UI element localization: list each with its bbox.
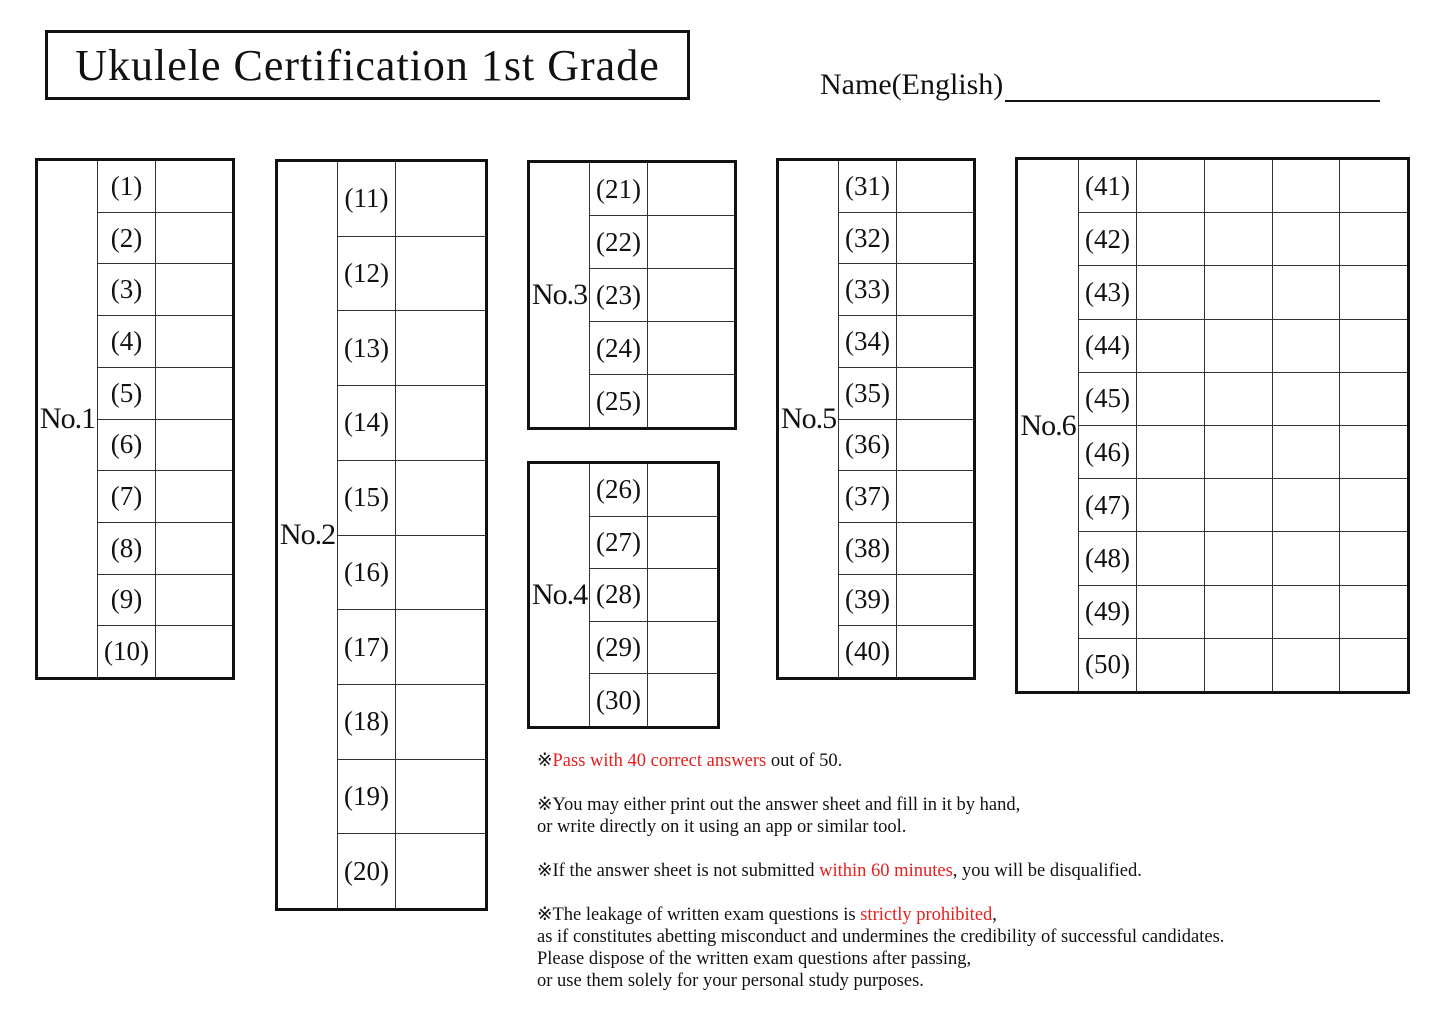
answer-cell[interactable]	[1205, 426, 1273, 478]
question-number: (2)	[98, 213, 156, 264]
note-leakage	[537, 904, 1417, 992]
question-row	[590, 269, 734, 322]
question-number: (7)	[98, 471, 156, 522]
question-row	[839, 523, 973, 575]
answer-cell[interactable]	[648, 269, 734, 321]
question-row	[1079, 213, 1407, 266]
section-label: No.1	[38, 161, 98, 677]
note-time	[537, 860, 1417, 882]
question-number: (15)	[338, 461, 396, 535]
question-row	[1079, 266, 1407, 319]
note-pass	[537, 750, 1417, 772]
note-pass-rest: out of 50.	[766, 751, 843, 771]
question-number: (38)	[839, 523, 897, 574]
answer-cell[interactable]	[396, 237, 485, 311]
answer-cell[interactable]	[156, 161, 232, 212]
answer-cell[interactable]	[1137, 213, 1205, 265]
question-rows	[338, 162, 485, 908]
question-row	[1079, 160, 1407, 213]
section-label: No.6	[1018, 160, 1079, 691]
note-leakage-line3: Please dispose of the written exam questions after passing,	[537, 949, 972, 969]
answer-cell[interactable]	[1205, 586, 1273, 638]
answer-cell[interactable]	[1273, 320, 1341, 372]
question-row	[839, 626, 973, 677]
question-number: (17)	[338, 610, 396, 684]
question-number: (49)	[1079, 586, 1137, 638]
answer-cell[interactable]	[156, 471, 232, 522]
section-no6	[1015, 157, 1410, 694]
question-number: (31)	[839, 161, 897, 212]
question-rows	[1079, 160, 1407, 691]
answer-cell[interactable]	[1273, 586, 1341, 638]
answer-cell[interactable]	[1340, 639, 1407, 691]
question-number: (48)	[1079, 532, 1137, 584]
question-rows	[590, 464, 717, 726]
answer-cell[interactable]	[1340, 266, 1407, 318]
answer-cell[interactable]	[396, 311, 485, 385]
name-blank-line[interactable]	[1005, 66, 1380, 102]
question-row	[338, 610, 485, 685]
question-row	[338, 461, 485, 536]
question-number: (12)	[338, 237, 396, 311]
question-row	[839, 161, 973, 213]
answer-cell[interactable]	[1273, 373, 1341, 425]
answer-cell[interactable]	[1340, 479, 1407, 531]
question-number: (40)	[839, 626, 897, 677]
answer-cell[interactable]	[1273, 160, 1341, 212]
answer-cell[interactable]	[648, 517, 717, 569]
answer-cell[interactable]	[648, 674, 717, 726]
question-row	[1079, 426, 1407, 479]
answer-cell[interactable]	[1137, 532, 1205, 584]
answer-cell[interactable]	[1137, 639, 1205, 691]
section-no4	[527, 461, 720, 729]
question-number: (47)	[1079, 479, 1137, 531]
section-label: No.4	[530, 464, 590, 726]
question-row	[338, 162, 485, 237]
question-row	[98, 213, 232, 265]
section-no1	[35, 158, 235, 680]
question-row	[839, 213, 973, 265]
note-print-line2: or write directly on it using an app or similar tool.	[537, 817, 907, 837]
note-time-before: ※If the answer sheet is not submitted	[537, 861, 820, 881]
answer-cell[interactable]	[156, 575, 232, 626]
question-number: (41)	[1079, 160, 1137, 212]
question-row	[590, 569, 717, 622]
answer-cell[interactable]	[897, 264, 973, 315]
answer-cell[interactable]	[156, 368, 232, 419]
question-row	[1079, 586, 1407, 639]
answer-cell[interactable]	[1137, 586, 1205, 638]
question-number: (44)	[1079, 320, 1137, 372]
question-number: (32)	[839, 213, 897, 264]
answer-cell[interactable]	[1340, 586, 1407, 638]
question-number: (29)	[590, 622, 648, 674]
answer-cell[interactable]	[1137, 160, 1205, 212]
question-row	[98, 575, 232, 627]
question-number: (18)	[338, 685, 396, 759]
instructions	[537, 750, 1417, 1014]
question-row	[98, 471, 232, 523]
question-row	[590, 163, 734, 216]
question-number: (28)	[590, 569, 648, 621]
question-row	[590, 322, 734, 375]
answer-cell[interactable]	[897, 161, 973, 212]
question-number: (22)	[590, 216, 648, 268]
question-row	[590, 517, 717, 570]
note-leakage-highlight: strictly prohibited	[860, 905, 993, 925]
question-row	[590, 216, 734, 269]
question-row	[338, 386, 485, 461]
answer-cell[interactable]	[1137, 266, 1205, 318]
section-label: No.3	[530, 163, 590, 427]
note-print-line1: ※You may either print out the answer sheet and fill in it by hand,	[537, 795, 1021, 815]
answer-cell[interactable]	[1273, 639, 1341, 691]
answer-cell[interactable]	[897, 368, 973, 419]
question-number: (11)	[338, 162, 396, 236]
note-pass-mark: ※	[537, 751, 553, 771]
answer-cell[interactable]	[1340, 426, 1407, 478]
question-row	[590, 622, 717, 675]
question-number: (10)	[98, 626, 156, 677]
question-row	[338, 685, 485, 760]
question-row	[1079, 373, 1407, 426]
question-number: (43)	[1079, 266, 1137, 318]
answer-cell[interactable]	[396, 685, 485, 759]
note-time-highlight: within 60 minutes	[819, 861, 953, 881]
question-row	[98, 420, 232, 472]
note-leakage-after: ,	[992, 905, 997, 925]
answer-cell[interactable]	[1340, 213, 1407, 265]
question-number: (5)	[98, 368, 156, 419]
section-label: No.5	[779, 161, 839, 677]
question-number: (3)	[98, 264, 156, 315]
question-row	[839, 575, 973, 627]
question-row	[590, 464, 717, 517]
question-number: (20)	[338, 834, 396, 908]
note-leakage-line4: or use them solely for your personal study purposes.	[537, 971, 924, 991]
question-number: (19)	[338, 760, 396, 834]
sheet-title: Ukulele Certification 1st Grade	[45, 30, 690, 100]
question-rows	[590, 163, 734, 427]
answer-cell[interactable]	[1205, 160, 1273, 212]
question-row	[98, 368, 232, 420]
answer-cell[interactable]	[1205, 213, 1273, 265]
answer-cell[interactable]	[396, 461, 485, 535]
question-number: (6)	[98, 420, 156, 471]
question-number: (46)	[1079, 426, 1137, 478]
question-number: (23)	[590, 269, 648, 321]
answer-cell[interactable]	[897, 316, 973, 367]
answer-cell[interactable]	[1340, 160, 1407, 212]
question-number: (8)	[98, 523, 156, 574]
answer-cell[interactable]	[897, 213, 973, 264]
question-row	[1079, 639, 1407, 691]
answer-cell[interactable]	[648, 569, 717, 621]
question-row	[1079, 479, 1407, 532]
question-row	[839, 368, 973, 420]
question-row	[338, 536, 485, 611]
answer-cell[interactable]	[897, 523, 973, 574]
answer-cell[interactable]	[396, 834, 485, 908]
answer-cell[interactable]	[897, 626, 973, 677]
question-row	[338, 237, 485, 312]
question-number: (42)	[1079, 213, 1137, 265]
answer-cell[interactable]	[1137, 479, 1205, 531]
answer-cell[interactable]	[648, 322, 734, 374]
note-time-after: , you will be disqualified.	[952, 861, 1142, 881]
note-pass-highlight: Pass with 40 correct answers	[552, 751, 767, 771]
question-row	[98, 523, 232, 575]
name-field[interactable]	[820, 62, 1380, 102]
question-rows	[839, 161, 973, 677]
question-row	[338, 760, 485, 835]
question-number: (14)	[338, 386, 396, 460]
question-row	[590, 674, 717, 726]
answer-cell[interactable]	[1205, 320, 1273, 372]
answer-cell[interactable]	[648, 375, 734, 427]
answer-cell[interactable]	[648, 216, 734, 268]
question-row	[590, 375, 734, 427]
answer-cell[interactable]	[396, 610, 485, 684]
section-label: No.2	[278, 162, 338, 908]
question-row	[839, 316, 973, 368]
question-number: (36)	[839, 420, 897, 471]
answer-cell[interactable]	[1205, 532, 1273, 584]
question-number: (50)	[1079, 639, 1137, 691]
question-row	[98, 264, 232, 316]
answer-cell[interactable]	[1273, 426, 1341, 478]
question-number: (34)	[839, 316, 897, 367]
answer-cell[interactable]	[156, 523, 232, 574]
answer-cell[interactable]	[1205, 266, 1273, 318]
question-number: (24)	[590, 322, 648, 374]
question-number: (25)	[590, 375, 648, 427]
question-number: (27)	[590, 517, 648, 569]
answer-cell[interactable]	[1137, 320, 1205, 372]
section-no5	[776, 158, 976, 680]
question-rows	[98, 161, 232, 677]
question-number: (21)	[590, 163, 648, 215]
answer-cell[interactable]	[897, 420, 973, 471]
answer-cell[interactable]	[897, 471, 973, 522]
question-row	[338, 311, 485, 386]
question-number: (37)	[839, 471, 897, 522]
question-row	[839, 264, 973, 316]
answer-cell[interactable]	[156, 420, 232, 471]
question-row	[1079, 320, 1407, 373]
question-number: (16)	[338, 536, 396, 610]
note-leakage-before: ※The leakage of written exam questions is	[537, 905, 861, 925]
question-number: (35)	[839, 368, 897, 419]
question-number: (33)	[839, 264, 897, 315]
answer-cell[interactable]	[396, 760, 485, 834]
name-label: Name(English)	[820, 68, 1004, 101]
note-print	[537, 794, 1417, 838]
answer-cell[interactable]	[1205, 373, 1273, 425]
question-number: (1)	[98, 161, 156, 212]
question-row	[98, 316, 232, 368]
answer-cell[interactable]	[897, 575, 973, 626]
answer-cell[interactable]	[1273, 213, 1341, 265]
section-no3	[527, 160, 737, 430]
answer-cell[interactable]	[1340, 373, 1407, 425]
answer-cell[interactable]	[1205, 479, 1273, 531]
note-leakage-line2: as if constitutes abetting misconduct and undermines the credibility of successful candidates.	[537, 927, 1225, 947]
question-number: (26)	[590, 464, 648, 516]
answer-cell[interactable]	[1205, 639, 1273, 691]
answer-cell[interactable]	[1273, 532, 1341, 584]
answer-cell[interactable]	[1137, 373, 1205, 425]
question-row	[839, 471, 973, 523]
question-number: (13)	[338, 311, 396, 385]
answer-cell[interactable]	[156, 316, 232, 367]
answer-cell[interactable]	[1340, 320, 1407, 372]
answer-cell[interactable]	[648, 464, 717, 516]
answer-cell[interactable]	[648, 622, 717, 674]
answer-cell[interactable]	[396, 162, 485, 236]
question-row	[98, 626, 232, 677]
question-number: (45)	[1079, 373, 1137, 425]
answer-cell[interactable]	[156, 213, 232, 264]
answer-cell[interactable]	[1340, 532, 1407, 584]
question-number: (30)	[590, 674, 648, 726]
answer-cell[interactable]	[1273, 266, 1341, 318]
question-row	[98, 161, 232, 213]
question-row	[338, 834, 485, 908]
question-number: (4)	[98, 316, 156, 367]
answer-cell[interactable]	[648, 163, 734, 215]
answer-cell[interactable]	[156, 626, 232, 677]
question-number: (9)	[98, 575, 156, 626]
answer-cell[interactable]	[156, 264, 232, 315]
answer-cell[interactable]	[396, 386, 485, 460]
question-row	[1079, 532, 1407, 585]
question-row	[839, 420, 973, 472]
answer-cell[interactable]	[1137, 426, 1205, 478]
question-number: (39)	[839, 575, 897, 626]
section-no2	[275, 159, 488, 911]
answer-cell[interactable]	[1273, 479, 1341, 531]
answer-cell[interactable]	[396, 536, 485, 610]
